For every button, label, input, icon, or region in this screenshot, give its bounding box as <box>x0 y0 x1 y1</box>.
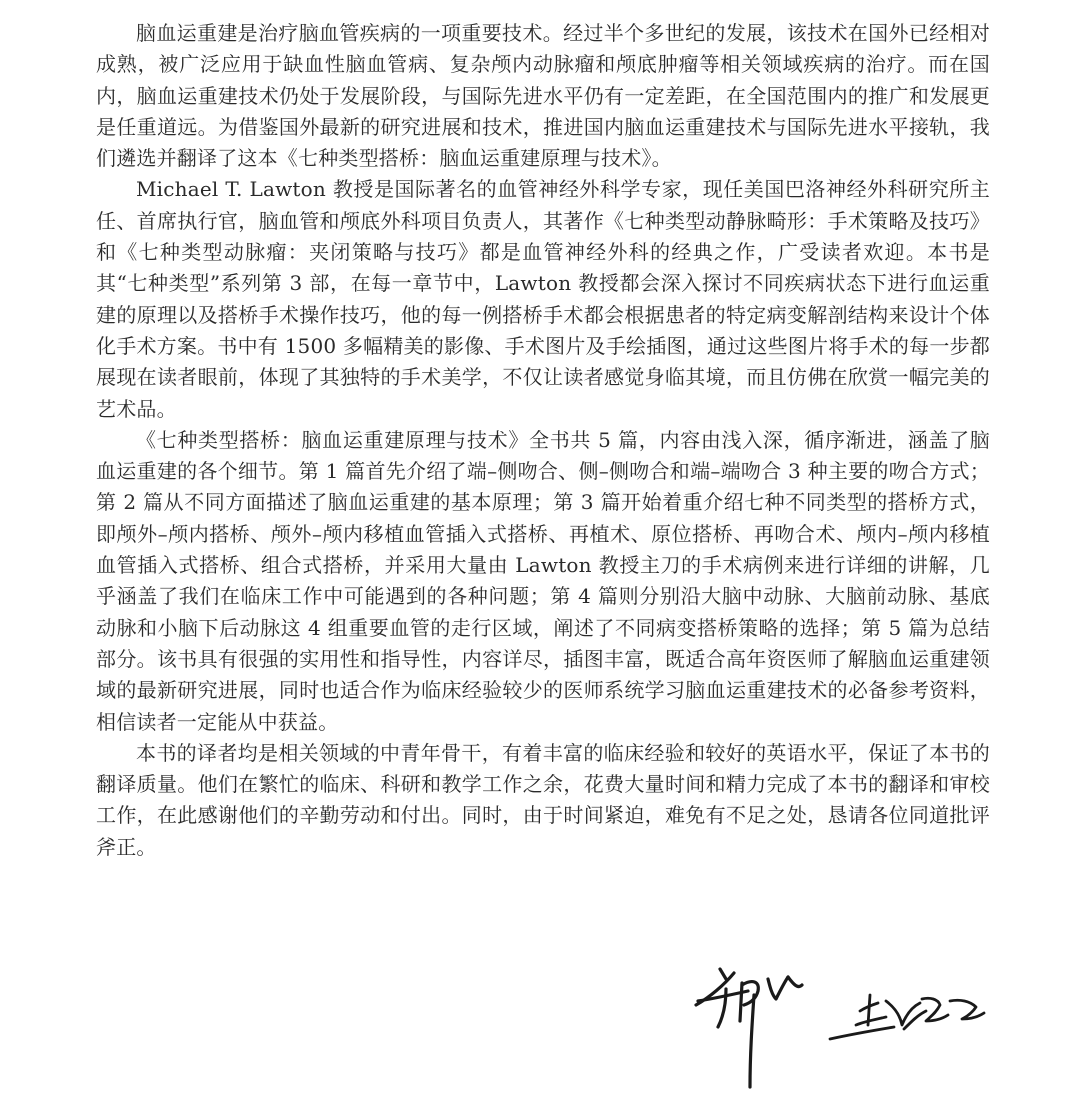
signature-first <box>696 969 802 1087</box>
paragraph-author: Michael T. Lawton 教授是国际著名的血管神经外科学专家，现任美国巴洛神经外科研究所主任、首席执行官，脑血管和颅底外科项目负责人，其著作《七种类型动静脉畸形：手术策略及技巧》和《七种类型动脉瘤：夹闭策略与技巧》都是血管神经外科的经典之作，广受读者欢迎。本书是其“七种类型”系列第 3 部，在每一章节中，Lawton 教授都会深入探讨不同疾病状态下进行血运重建的原理以及搭桥手术操作技巧，他的每一例搭桥手术都会根据患者的特定病变解剖结构来设计个体化手术方案。书中有 1500 多幅精美的影像、手术图片及手绘插图，通过这些图片将手术的每一步都展现在读者眼前，体现了其独特的手术美学，不仅让读者感觉身临其境，而且仿佛在欣赏一幅完美的艺术品。 <box>96 177 990 421</box>
handwritten-signatures <box>690 955 990 1095</box>
signature-block <box>690 955 990 1095</box>
paragraph-intro: 脑血运重建是治疗脑血管疾病的一项重要技术。经过半个多世纪的发展，该技术在国外已经相对成熟，被广泛应用于缺血性脑血管病、复杂颅内动脉瘤和颅底肿瘤等相关领域疾病的治疗。而在国内，脑血运重建技术仍处于发展阶段，与国际先进水平仍有一定差距，在全国范围内的推广和发展更是任重道远。为借鉴国外最新的研究进展和技术，推进国内脑血运重建技术与国际先进水平接轨，我们遴选并翻译了这本《七种类型搭桥：脑血运重建原理与技术》。 <box>96 21 990 171</box>
signature-second <box>830 995 984 1039</box>
preface-body <box>96 18 990 863</box>
paragraph-translators: 本书的译者均是相关领域的中青年骨干，有着丰富的临床经验和较好的英语水平，保证了本书的翻译质量。他们在繁忙的临床、科研和教学工作之余，花费大量时间和精力完成了本书的翻译和审校工作，在此感谢他们的辛勤劳动和付出。同时，由于时间紧迫，难免有不足之处，恳请各位同道批评斧正。 <box>96 740 990 859</box>
paragraph-contents: 《七种类型搭桥：脑血运重建原理与技术》全书共 5 篇，内容由浅入深，循序渐进，涵盖了脑血运重建的各个细节。第 1 篇首先介绍了端–侧吻合、侧–侧吻合和端–端吻合 3 种主要的吻合方式；第 2 篇从不同方面描述了脑血运重建的基本原理；第 3 篇开始着重介绍七种不同类型的搭桥方式，即颅外–颅内搭桥、颅外–颅内移植血管插入式搭桥、再植术、原位搭桥、再吻合术、颅内–颅内移植血管插入式搭桥、组合式搭桥，并采用大量由 Lawton 教授主刀的手术病例来进行详细的讲解，几乎涵盖了我们在临床工作中可能遇到的各种问题；第 4 篇则分别沿大脑中动脉、大脑前动脉、基底动脉和小脑下后动脉这 4 组重要血管的走行区域，阐述了不同病变搭桥策略的选择；第 5 篇为总结部分。该书具有很强的实用性和指导性，内容详尽，插图丰富，既适合高年资医师了解脑血运重建领域的最新研究进展，同时也适合作为临床经验较少的医师系统学习脑血运重建技术的必备参考资料，相信读者一定能从中获益。 <box>96 427 990 734</box>
